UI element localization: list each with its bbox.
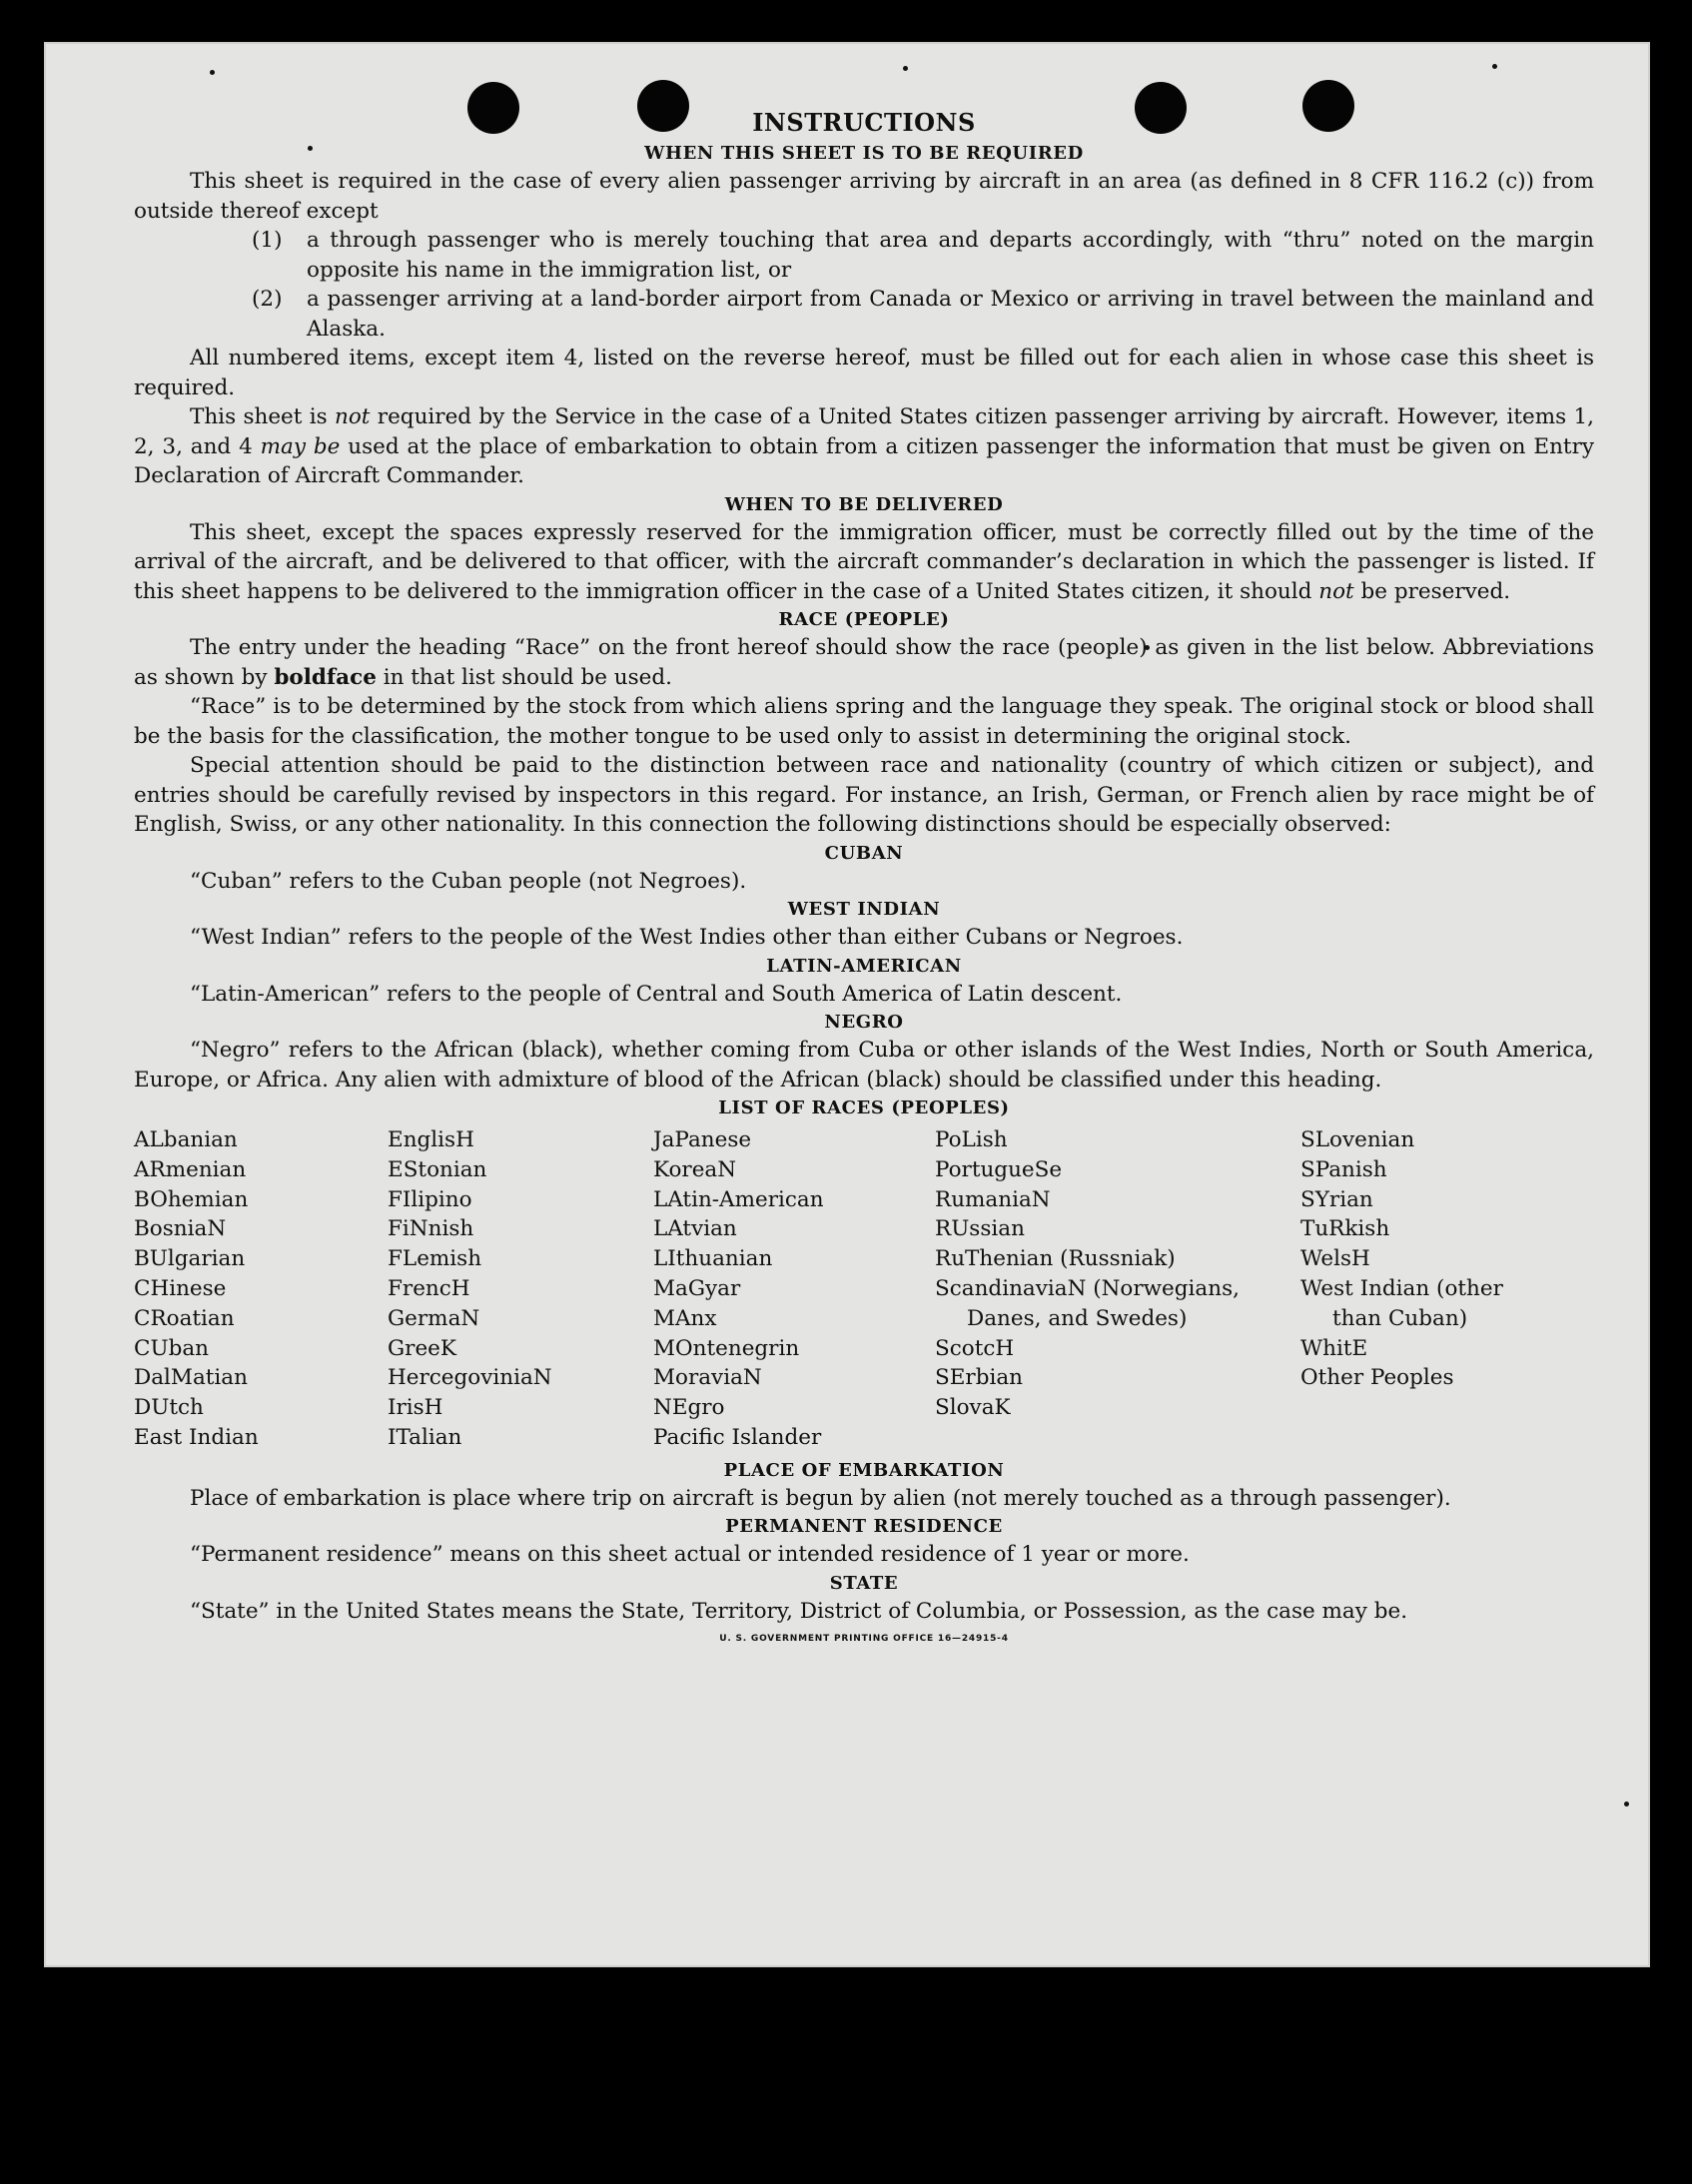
exception-text: a passenger arriving at a land-border airport from Canada or Mexico or arriving in travel between the mainland and Alaska. xyxy=(307,287,1594,342)
race-list-item: MoraviaN xyxy=(653,1365,762,1391)
race-list-item: WhitE xyxy=(1300,1335,1368,1361)
race-list-item: ScotcH xyxy=(935,1335,1015,1361)
delivered-heading: WHEN TO BE DELIVERED xyxy=(724,493,1004,515)
race-list-item: FiNnish xyxy=(388,1216,474,1242)
instructions-content xyxy=(134,108,1594,1650)
race-list-item: EnglisH xyxy=(388,1127,474,1152)
race-list-item: SlovaK xyxy=(935,1395,1011,1421)
race-list-item: BosniaN xyxy=(134,1216,227,1242)
race-list-item: West Indian (other than Cuban) xyxy=(1300,1275,1503,1331)
speck xyxy=(210,70,215,75)
exception-number: (2) xyxy=(252,287,283,312)
race-list-item: SLovenian xyxy=(1300,1127,1415,1152)
race-list-item: MaGyar xyxy=(653,1275,741,1301)
text-run: This sheet is xyxy=(190,404,336,429)
required-paragraph-2: All numbered items, except item 4, listed on the reverse hereof, must be filled out for each alien in whose case this sheet is required. xyxy=(134,346,1594,400)
exception-item-1 xyxy=(134,226,1594,285)
race-list-item: PortugueSe xyxy=(935,1156,1063,1182)
residence-heading: PERMANENT RESIDENCE xyxy=(725,1516,1003,1538)
race-list-heading: LIST OF RACES (PEOPLES) xyxy=(718,1097,1010,1118)
race-list-item: CRoatian xyxy=(134,1305,235,1331)
exception-item-2 xyxy=(134,285,1594,344)
race-list-item: NEgro xyxy=(653,1395,725,1421)
race-list xyxy=(134,1125,1594,1453)
race-list-item: HercegoviniaN xyxy=(388,1365,552,1391)
speck xyxy=(1492,64,1497,69)
race-column xyxy=(134,1125,388,1453)
race-list-item: ALbanian xyxy=(134,1127,238,1152)
race-list-item: DUtch xyxy=(134,1395,204,1421)
race-list-item: CUban xyxy=(134,1335,209,1361)
race-list-item: SErbian xyxy=(935,1365,1024,1391)
race-column xyxy=(1300,1125,1550,1453)
race-list-item: JaPanese xyxy=(653,1127,752,1152)
exception-text: a through passenger who is merely touching that area and departs accordingly, with “thru” noted on the margin opposite his name in the immigration list, or xyxy=(307,228,1594,283)
race-list-item: ITalian xyxy=(388,1424,462,1450)
race-list-item: FIlipino xyxy=(388,1186,472,1212)
race-list-item: MAnx xyxy=(653,1305,717,1331)
race-column xyxy=(935,1125,1300,1453)
race-list-item: BUlgarian xyxy=(134,1246,246,1272)
speck xyxy=(903,66,908,71)
text-run: used at the place of embarkation to obtain from a citizen passenger the information that must be given on Entry Declaration of Aircraft Commander. xyxy=(134,433,1594,488)
cuban-text: “Cuban” refers to the Cuban people (not Negroes). xyxy=(190,868,747,894)
race-list-item: GreeK xyxy=(388,1335,456,1361)
text-run: be preserved. xyxy=(1353,578,1511,604)
delivered-paragraph xyxy=(134,518,1594,607)
race-list-item: FrencH xyxy=(388,1275,470,1301)
negro-text: “Negro” refers to the African (black), whether coming from Cuba or other islands of the West Indies, North or South America, Europe, or Africa. Any alien with admixture of blood of the African (black) should be classified under this heading. xyxy=(134,1038,1594,1092)
residence-text: “Permanent residence” means on this sheet actual or intended residence of 1 year or more. xyxy=(190,1542,1190,1568)
race-paragraph-3: Special attention should be paid to the distinction between race and nationality (country of which citizen or subject), and entries should be carefully revised by inspectors in this regard. For instance, an Irish, German, or French alien by race might be of English, Swiss, or any other nationality. In this connection the following distinctions should be especially observed: xyxy=(134,753,1594,837)
race-list-item: ScandinaviaN (Norwegians, Danes, and Swedes) xyxy=(935,1275,1240,1331)
west-indian-text: “West Indian” refers to the people of the West Indies other than either Cubans or Negroes. xyxy=(190,925,1184,950)
race-list-item: EStonian xyxy=(388,1156,487,1182)
document-sheet xyxy=(44,42,1650,1967)
cuban-heading: CUBAN xyxy=(824,842,904,864)
race-list-item: LAtvian xyxy=(653,1216,737,1242)
race-list-item: RumaniaN xyxy=(935,1186,1051,1212)
race-list-item: LIthuanian xyxy=(653,1246,773,1272)
west-indian-heading: WEST INDIAN xyxy=(787,899,941,920)
text-run: The entry under the heading “Race” on the front hereof should show the race (people) as given in the list below. Abbreviations as shown by xyxy=(134,635,1594,690)
race-list-item: East Indian xyxy=(134,1424,259,1450)
text-run: required by the Service in the case of a United States citizen passenger arriving by aircraft. However, items 1, 2, 3, and 4 xyxy=(134,404,1594,459)
race-list-item: CHinese xyxy=(134,1275,227,1301)
race-list-item: WelsH xyxy=(1300,1246,1370,1272)
text-run: This sheet, except the spaces expressly reserved for the immigration officer, must be correctly filled out by the time of the arrival of the aircraft, and be delivered to that officer, with the aircraft commander’s declaration in which the passenger is listed. If this sheet happens to be delivered to the immigration officer in the case of a United States citizen, it should xyxy=(134,519,1594,604)
race-list-item: IrisH xyxy=(388,1395,443,1421)
embarkation-text: Place of embarkation is place where trip on aircraft is begun by alien (not merely touched as a through passenger). xyxy=(190,1485,1451,1511)
embarkation-heading: PLACE OF EMBARKATION xyxy=(723,1459,1005,1481)
race-list-item: KoreaN xyxy=(653,1156,737,1182)
state-heading: STATE xyxy=(829,1572,899,1594)
race-list-item: SYrian xyxy=(1300,1186,1373,1212)
race-heading: RACE (PEOPLE) xyxy=(778,609,950,630)
race-list-item: RuThenian (Russniak) xyxy=(935,1246,1176,1272)
latin-american-heading: LATIN-AMERICAN xyxy=(766,955,962,977)
race-list-item: RUssian xyxy=(935,1216,1025,1242)
race-list-item: DalMatian xyxy=(134,1365,248,1391)
printer-imprint: U. S. GOVERNMENT PRINTING OFFICE 16—24915-4 xyxy=(719,1634,1009,1645)
race-list-item: MOntenegrin xyxy=(653,1335,800,1361)
italic-run: may be xyxy=(260,433,341,459)
race-list-item: PoLish xyxy=(935,1127,1008,1152)
speck xyxy=(1624,1802,1629,1807)
required-heading: WHEN THIS SHEET IS TO BE REQUIRED xyxy=(644,143,1084,164)
race-list-item: SPanish xyxy=(1300,1156,1387,1182)
bold-run: boldface xyxy=(274,664,377,690)
race-list-item: FLemish xyxy=(388,1246,482,1272)
state-text: “State” in the United States means the State, Territory, District of Columbia, or Possession, as the case may be. xyxy=(190,1598,1408,1624)
required-paragraph-3 xyxy=(134,402,1594,491)
race-paragraph-2: “Race” is to be determined by the stock from which aliens spring and the language they speak. The original stock or blood shall be the basis for the classification, the mother tongue to be used only to assist in determining the original stock. xyxy=(134,694,1594,749)
race-column xyxy=(388,1125,653,1453)
exception-number: (1) xyxy=(252,228,283,253)
race-list-item: GermaN xyxy=(388,1305,480,1331)
race-column xyxy=(653,1125,935,1453)
italic-run: not xyxy=(335,404,371,429)
text-run: in that list should be used. xyxy=(376,664,672,690)
race-list-item: TuRkish xyxy=(1300,1216,1390,1242)
race-list-item: BOhemian xyxy=(134,1186,249,1212)
race-list-item: ARmenian xyxy=(134,1156,247,1182)
italic-run: not xyxy=(1318,578,1354,604)
required-paragraph-1: This sheet is required in the case of every alien passenger arriving by aircraft in an area (as defined in 8 CFR 116.2 (c)) from outside thereof except xyxy=(134,169,1594,224)
instructions-title: INSTRUCTIONS xyxy=(752,108,976,137)
race-paragraph-1 xyxy=(134,633,1594,692)
race-list-item: Other Peoples xyxy=(1300,1365,1454,1391)
race-list-item: LAtin-American xyxy=(653,1186,824,1212)
negro-heading: NEGRO xyxy=(824,1012,904,1033)
latin-american-text: “Latin-American” refers to the people of Central and South America of Latin descent. xyxy=(190,981,1123,1007)
race-list-item: Pacific Islander xyxy=(653,1424,822,1450)
